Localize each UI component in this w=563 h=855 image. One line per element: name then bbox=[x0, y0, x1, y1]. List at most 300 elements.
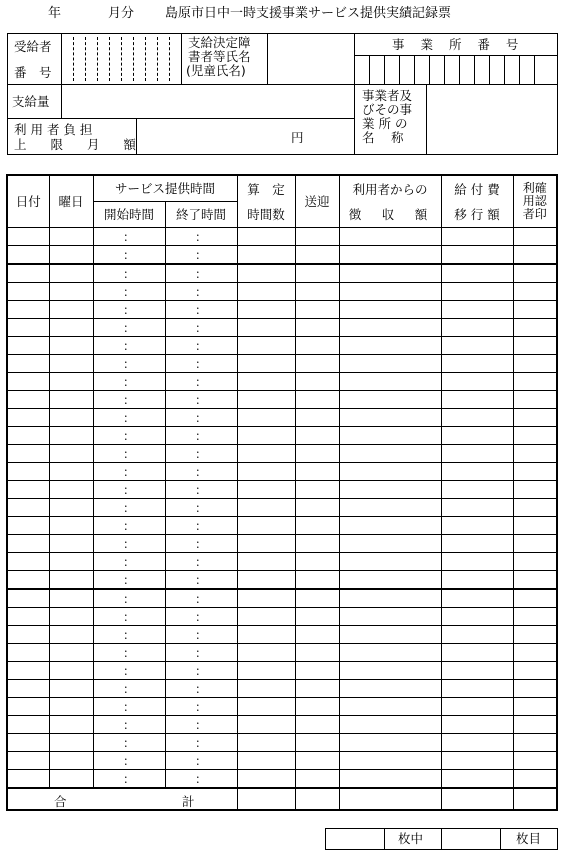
time-colon: ： bbox=[122, 229, 135, 244]
date-cell[interactable] bbox=[7, 570, 49, 589]
transport-cell[interactable] bbox=[295, 534, 339, 552]
calc-hours-cell[interactable] bbox=[237, 552, 295, 570]
end-time-cell[interactable] bbox=[165, 336, 237, 354]
transport-cell[interactable] bbox=[295, 697, 339, 715]
collection-cell[interactable] bbox=[339, 751, 441, 769]
calc-hours-cell[interactable] bbox=[237, 625, 295, 643]
calc-hours-cell[interactable] bbox=[237, 462, 295, 480]
benefit-cell[interactable] bbox=[441, 354, 513, 372]
table-row bbox=[7, 318, 557, 336]
start-time-cell[interactable] bbox=[93, 300, 165, 318]
confirm-cell[interactable] bbox=[513, 751, 557, 769]
weekday-cell[interactable] bbox=[49, 227, 93, 245]
col-end-time: 終了時間 bbox=[165, 201, 237, 227]
calc-hours-cell[interactable] bbox=[237, 444, 295, 462]
collection-cell[interactable] bbox=[339, 697, 441, 715]
end-time-cell[interactable] bbox=[165, 661, 237, 679]
calc-hours-cell[interactable] bbox=[237, 643, 295, 661]
date-cell[interactable] bbox=[7, 480, 49, 498]
start-time-cell[interactable] bbox=[93, 769, 165, 788]
benefit-cell[interactable] bbox=[441, 300, 513, 318]
end-time-cell[interactable] bbox=[165, 697, 237, 715]
date-cell[interactable] bbox=[7, 282, 49, 300]
date-cell[interactable] bbox=[7, 390, 49, 408]
weekday-cell[interactable] bbox=[49, 625, 93, 643]
calc-hours-cell[interactable] bbox=[237, 354, 295, 372]
date-cell[interactable] bbox=[7, 426, 49, 444]
start-time-cell[interactable] bbox=[93, 697, 165, 715]
date-cell[interactable] bbox=[7, 227, 49, 245]
confirm-cell[interactable] bbox=[513, 318, 557, 336]
date-cell[interactable] bbox=[7, 444, 49, 462]
date-cell[interactable] bbox=[7, 534, 49, 552]
weekday-cell[interactable] bbox=[49, 643, 93, 661]
collection-cell[interactable] bbox=[339, 462, 441, 480]
collection-cell[interactable] bbox=[339, 480, 441, 498]
transport-cell[interactable] bbox=[295, 282, 339, 300]
weekday-cell[interactable] bbox=[49, 480, 93, 498]
start-time-cell[interactable] bbox=[93, 679, 165, 697]
weekday-cell[interactable] bbox=[49, 372, 93, 390]
end-time-cell[interactable] bbox=[165, 227, 237, 245]
collection-cell[interactable] bbox=[339, 227, 441, 245]
benefit-cell[interactable] bbox=[441, 444, 513, 462]
benefit-cell[interactable] bbox=[441, 498, 513, 516]
transport-cell[interactable] bbox=[295, 751, 339, 769]
start-time-cell[interactable] bbox=[93, 372, 165, 390]
benefit-cell[interactable] bbox=[441, 733, 513, 751]
start-time-cell[interactable] bbox=[93, 282, 165, 300]
transport-cell[interactable] bbox=[295, 661, 339, 679]
collection-cell[interactable] bbox=[339, 264, 441, 283]
time-colon: ： bbox=[122, 356, 135, 371]
collection-cell[interactable] bbox=[339, 552, 441, 570]
date-cell[interactable] bbox=[7, 336, 49, 354]
transport-cell[interactable] bbox=[295, 336, 339, 354]
start-time-cell[interactable] bbox=[93, 318, 165, 336]
end-time-cell[interactable] bbox=[165, 372, 237, 390]
date-cell[interactable] bbox=[7, 589, 49, 608]
calc-hours-cell[interactable] bbox=[237, 372, 295, 390]
date-cell[interactable] bbox=[7, 318, 49, 336]
benefit-cell[interactable] bbox=[441, 552, 513, 570]
weekday-cell[interactable] bbox=[49, 462, 93, 480]
weekday-cell[interactable] bbox=[49, 570, 93, 589]
transport-cell[interactable] bbox=[295, 679, 339, 697]
end-time-cell[interactable] bbox=[165, 354, 237, 372]
benefit-cell[interactable] bbox=[441, 336, 513, 354]
end-time-cell[interactable] bbox=[165, 715, 237, 733]
weekday-cell[interactable] bbox=[49, 282, 93, 300]
end-time-cell[interactable] bbox=[165, 589, 237, 608]
total-benefit[interactable] bbox=[441, 788, 513, 810]
collection-cell[interactable] bbox=[339, 679, 441, 697]
time-colon: ： bbox=[195, 410, 208, 425]
transport-cell[interactable] bbox=[295, 570, 339, 589]
start-time-cell[interactable] bbox=[93, 498, 165, 516]
table-row bbox=[7, 733, 557, 751]
start-time-cell[interactable] bbox=[93, 607, 165, 625]
confirm-cell[interactable] bbox=[513, 264, 557, 283]
transport-cell[interactable] bbox=[295, 227, 339, 245]
collection-cell[interactable] bbox=[339, 354, 441, 372]
collection-cell[interactable] bbox=[339, 372, 441, 390]
transport-cell[interactable] bbox=[295, 498, 339, 516]
collection-cell[interactable] bbox=[339, 643, 441, 661]
confirm-cell[interactable] bbox=[513, 462, 557, 480]
confirm-cell[interactable] bbox=[513, 390, 557, 408]
start-time-cell[interactable] bbox=[93, 715, 165, 733]
transport-cell[interactable] bbox=[295, 625, 339, 643]
collection-cell[interactable] bbox=[339, 390, 441, 408]
weekday-cell[interactable] bbox=[49, 408, 93, 426]
collection-cell[interactable] bbox=[339, 408, 441, 426]
weekday-cell[interactable] bbox=[49, 534, 93, 552]
benefit-cell[interactable] bbox=[441, 751, 513, 769]
start-time-cell[interactable] bbox=[93, 751, 165, 769]
calc-hours-cell[interactable] bbox=[237, 498, 295, 516]
calc-hours-cell[interactable] bbox=[237, 589, 295, 608]
start-time-cell[interactable] bbox=[93, 264, 165, 283]
col-collection-label: 利用者からの bbox=[352, 181, 428, 197]
transport-cell[interactable] bbox=[295, 462, 339, 480]
weekday-cell[interactable] bbox=[49, 679, 93, 697]
benefit-cell[interactable] bbox=[441, 516, 513, 534]
end-time-cell[interactable] bbox=[165, 390, 237, 408]
calc-hours-cell[interactable] bbox=[237, 751, 295, 769]
start-time-cell[interactable] bbox=[93, 444, 165, 462]
end-time-cell[interactable] bbox=[165, 282, 237, 300]
transport-cell[interactable] bbox=[295, 516, 339, 534]
confirm-cell[interactable] bbox=[513, 227, 557, 245]
date-cell[interactable] bbox=[7, 245, 49, 264]
confirm-cell[interactable] bbox=[513, 643, 557, 661]
weekday-cell[interactable] bbox=[49, 336, 93, 354]
start-time-cell[interactable] bbox=[93, 643, 165, 661]
start-time-cell[interactable] bbox=[93, 336, 165, 354]
benefit-cell[interactable] bbox=[441, 480, 513, 498]
confirm-cell[interactable] bbox=[513, 570, 557, 589]
end-time-cell[interactable] bbox=[165, 516, 237, 534]
start-time-cell[interactable] bbox=[93, 408, 165, 426]
benefit-cell[interactable] bbox=[441, 390, 513, 408]
weekday-cell[interactable] bbox=[49, 444, 93, 462]
date-cell[interactable] bbox=[7, 408, 49, 426]
date-cell[interactable] bbox=[7, 354, 49, 372]
collection-cell[interactable] bbox=[339, 444, 441, 462]
benefit-cell[interactable] bbox=[441, 570, 513, 589]
benefit-cell[interactable] bbox=[441, 534, 513, 552]
start-time-cell[interactable] bbox=[93, 245, 165, 264]
start-time-cell[interactable] bbox=[93, 516, 165, 534]
transport-cell[interactable] bbox=[295, 552, 339, 570]
calc-hours-cell[interactable] bbox=[237, 408, 295, 426]
confirm-cell[interactable] bbox=[513, 300, 557, 318]
confirm-cell[interactable] bbox=[513, 733, 557, 751]
weekday-cell[interactable] bbox=[49, 589, 93, 608]
end-time-cell[interactable] bbox=[165, 426, 237, 444]
time-colon: ： bbox=[122, 302, 135, 317]
benefit-cell[interactable] bbox=[441, 589, 513, 608]
calc-hours-cell[interactable] bbox=[237, 733, 295, 751]
transport-cell[interactable] bbox=[295, 354, 339, 372]
date-cell[interactable] bbox=[7, 300, 49, 318]
total-calc-hours[interactable] bbox=[237, 788, 295, 810]
collection-cell[interactable] bbox=[339, 625, 441, 643]
collection-cell[interactable] bbox=[339, 300, 441, 318]
weekday-cell[interactable] bbox=[49, 426, 93, 444]
collection-cell[interactable] bbox=[339, 245, 441, 264]
end-time-cell[interactable] bbox=[165, 679, 237, 697]
confirm-cell[interactable] bbox=[513, 245, 557, 264]
record-rows bbox=[7, 227, 557, 788]
weekday-cell[interactable] bbox=[49, 516, 93, 534]
time-colon: ： bbox=[122, 338, 135, 353]
date-cell[interactable] bbox=[7, 679, 49, 697]
date-cell[interactable] bbox=[7, 769, 49, 788]
calc-hours-cell[interactable] bbox=[237, 426, 295, 444]
benefit-cell[interactable] bbox=[441, 264, 513, 283]
calc-hours-cell[interactable] bbox=[237, 661, 295, 679]
confirm-cell[interactable] bbox=[513, 534, 557, 552]
date-cell[interactable] bbox=[7, 516, 49, 534]
weekday-cell[interactable] bbox=[49, 697, 93, 715]
confirm-cell[interactable] bbox=[513, 444, 557, 462]
collection-cell[interactable] bbox=[339, 516, 441, 534]
confirm-cell[interactable] bbox=[513, 589, 557, 608]
total-confirm[interactable] bbox=[513, 788, 557, 810]
end-time-cell[interactable] bbox=[165, 625, 237, 643]
confirm-cell[interactable] bbox=[513, 426, 557, 444]
collection-cell[interactable] bbox=[339, 661, 441, 679]
date-cell[interactable] bbox=[7, 643, 49, 661]
calc-hours-cell[interactable] bbox=[237, 534, 295, 552]
confirm-cell[interactable] bbox=[513, 697, 557, 715]
confirm-cell[interactable] bbox=[513, 408, 557, 426]
date-cell[interactable] bbox=[7, 751, 49, 769]
start-time-cell[interactable] bbox=[93, 480, 165, 498]
transport-cell[interactable] bbox=[295, 480, 339, 498]
date-cell[interactable] bbox=[7, 552, 49, 570]
benefit-cell[interactable] bbox=[441, 282, 513, 300]
start-time-cell[interactable] bbox=[93, 390, 165, 408]
collection-cell[interactable] bbox=[339, 426, 441, 444]
end-time-cell[interactable] bbox=[165, 245, 237, 264]
collection-cell[interactable] bbox=[339, 769, 441, 788]
end-time-cell[interactable] bbox=[165, 408, 237, 426]
confirm-cell[interactable] bbox=[513, 715, 557, 733]
confirm-cell[interactable] bbox=[513, 516, 557, 534]
transport-cell[interactable] bbox=[295, 444, 339, 462]
weekday-cell[interactable] bbox=[49, 661, 93, 679]
calc-hours-cell[interactable] bbox=[237, 245, 295, 264]
transport-cell[interactable] bbox=[295, 733, 339, 751]
end-time-cell[interactable] bbox=[165, 300, 237, 318]
date-cell[interactable] bbox=[7, 697, 49, 715]
transport-cell[interactable] bbox=[295, 607, 339, 625]
weekday-cell[interactable] bbox=[49, 264, 93, 283]
weekday-cell[interactable] bbox=[49, 769, 93, 788]
start-time-cell[interactable] bbox=[93, 589, 165, 608]
calc-hours-cell[interactable] bbox=[237, 516, 295, 534]
date-cell[interactable] bbox=[7, 498, 49, 516]
calc-hours-cell[interactable] bbox=[237, 282, 295, 300]
date-cell[interactable] bbox=[7, 715, 49, 733]
benefit-cell[interactable] bbox=[441, 245, 513, 264]
transport-cell[interactable] bbox=[295, 589, 339, 608]
end-time-cell[interactable] bbox=[165, 643, 237, 661]
recipient-label: 番 号 bbox=[14, 65, 52, 80]
weekday-cell[interactable] bbox=[49, 751, 93, 769]
weekday-cell[interactable] bbox=[49, 733, 93, 751]
end-time-cell[interactable] bbox=[165, 570, 237, 589]
start-time-cell[interactable] bbox=[93, 426, 165, 444]
start-time-cell[interactable] bbox=[93, 534, 165, 552]
calc-hours-cell[interactable] bbox=[237, 227, 295, 245]
benefit-cell[interactable] bbox=[441, 372, 513, 390]
end-time-cell[interactable] bbox=[165, 534, 237, 552]
date-cell[interactable] bbox=[7, 625, 49, 643]
confirm-cell[interactable] bbox=[513, 282, 557, 300]
collection-cell[interactable] bbox=[339, 282, 441, 300]
time-colon: ： bbox=[122, 717, 135, 732]
start-time-cell[interactable] bbox=[93, 625, 165, 643]
benefit-cell[interactable] bbox=[441, 625, 513, 643]
end-time-cell[interactable] bbox=[165, 462, 237, 480]
calc-hours-cell[interactable] bbox=[237, 318, 295, 336]
transport-cell[interactable] bbox=[295, 300, 339, 318]
calc-hours-cell[interactable] bbox=[237, 570, 295, 589]
start-time-cell[interactable] bbox=[93, 462, 165, 480]
calc-hours-cell[interactable] bbox=[237, 336, 295, 354]
confirm-cell[interactable] bbox=[513, 498, 557, 516]
collection-cell[interactable] bbox=[339, 733, 441, 751]
benefit-cell[interactable] bbox=[441, 679, 513, 697]
provider-label: 事業者及 bbox=[362, 88, 413, 103]
transport-cell[interactable] bbox=[295, 643, 339, 661]
date-cell[interactable] bbox=[7, 264, 49, 283]
confirm-cell[interactable] bbox=[513, 625, 557, 643]
collection-cell[interactable] bbox=[339, 589, 441, 608]
start-time-cell[interactable] bbox=[93, 733, 165, 751]
time-colon: ： bbox=[122, 428, 135, 443]
benefit-cell[interactable] bbox=[441, 643, 513, 661]
transport-cell[interactable] bbox=[295, 318, 339, 336]
weekday-cell[interactable] bbox=[49, 354, 93, 372]
total-transport[interactable] bbox=[295, 788, 339, 810]
benefit-cell[interactable] bbox=[441, 462, 513, 480]
transport-cell[interactable] bbox=[295, 715, 339, 733]
calc-hours-cell[interactable] bbox=[237, 697, 295, 715]
benefit-cell[interactable] bbox=[441, 607, 513, 625]
date-cell[interactable] bbox=[7, 661, 49, 679]
start-time-cell[interactable] bbox=[93, 661, 165, 679]
calc-hours-cell[interactable] bbox=[237, 300, 295, 318]
collection-cell[interactable] bbox=[339, 498, 441, 516]
confirm-cell[interactable] bbox=[513, 552, 557, 570]
transport-cell[interactable] bbox=[295, 372, 339, 390]
end-time-cell[interactable] bbox=[165, 480, 237, 498]
end-time-cell[interactable] bbox=[165, 444, 237, 462]
date-cell[interactable] bbox=[7, 607, 49, 625]
collection-cell[interactable] bbox=[339, 715, 441, 733]
confirm-cell[interactable] bbox=[513, 354, 557, 372]
weekday-cell[interactable] bbox=[49, 390, 93, 408]
collection-cell[interactable] bbox=[339, 570, 441, 589]
calc-hours-cell[interactable] bbox=[237, 480, 295, 498]
end-time-cell[interactable] bbox=[165, 607, 237, 625]
end-time-cell[interactable] bbox=[165, 769, 237, 788]
end-time-cell[interactable] bbox=[165, 733, 237, 751]
weekday-cell[interactable] bbox=[49, 715, 93, 733]
benefit-cell[interactable] bbox=[441, 697, 513, 715]
confirm-cell[interactable] bbox=[513, 661, 557, 679]
end-time-cell[interactable] bbox=[165, 264, 237, 283]
benefit-cell[interactable] bbox=[441, 426, 513, 444]
date-cell[interactable] bbox=[7, 372, 49, 390]
total-collection[interactable] bbox=[339, 788, 441, 810]
calc-hours-cell[interactable] bbox=[237, 769, 295, 788]
transport-cell[interactable] bbox=[295, 245, 339, 264]
end-time-cell[interactable] bbox=[165, 498, 237, 516]
collection-cell[interactable] bbox=[339, 607, 441, 625]
date-cell[interactable] bbox=[7, 733, 49, 751]
weekday-cell[interactable] bbox=[49, 552, 93, 570]
collection-cell[interactable] bbox=[339, 336, 441, 354]
calc-hours-cell[interactable] bbox=[237, 679, 295, 697]
collection-cell[interactable] bbox=[339, 534, 441, 552]
calc-hours-cell[interactable] bbox=[237, 390, 295, 408]
weekday-cell[interactable] bbox=[49, 318, 93, 336]
calc-hours-cell[interactable] bbox=[237, 264, 295, 283]
start-time-cell[interactable] bbox=[93, 354, 165, 372]
start-time-cell[interactable] bbox=[93, 570, 165, 589]
end-time-cell[interactable] bbox=[165, 318, 237, 336]
transport-cell[interactable] bbox=[295, 264, 339, 283]
time-colon: ： bbox=[122, 663, 135, 678]
benefit-cell[interactable] bbox=[441, 227, 513, 245]
end-time-cell[interactable] bbox=[165, 751, 237, 769]
end-time-cell[interactable] bbox=[165, 552, 237, 570]
benefit-cell[interactable] bbox=[441, 661, 513, 679]
transport-cell[interactable] bbox=[295, 769, 339, 788]
table-row bbox=[7, 769, 557, 788]
weekday-cell[interactable] bbox=[49, 607, 93, 625]
weekday-cell[interactable] bbox=[49, 300, 93, 318]
weekday-cell[interactable] bbox=[49, 498, 93, 516]
benefit-cell[interactable] bbox=[441, 715, 513, 733]
confirm-cell[interactable] bbox=[513, 372, 557, 390]
confirm-cell[interactable] bbox=[513, 607, 557, 625]
confirm-cell[interactable] bbox=[513, 769, 557, 788]
calc-hours-cell[interactable] bbox=[237, 715, 295, 733]
transport-cell[interactable] bbox=[295, 390, 339, 408]
collection-cell[interactable] bbox=[339, 318, 441, 336]
start-time-cell[interactable] bbox=[93, 227, 165, 245]
transport-cell[interactable] bbox=[295, 408, 339, 426]
date-cell[interactable] bbox=[7, 462, 49, 480]
transport-cell[interactable] bbox=[295, 426, 339, 444]
benefit-cell[interactable] bbox=[441, 769, 513, 788]
confirm-cell[interactable] bbox=[513, 679, 557, 697]
benefit-cell[interactable] bbox=[441, 408, 513, 426]
calc-hours-cell[interactable] bbox=[237, 607, 295, 625]
weekday-cell[interactable] bbox=[49, 245, 93, 264]
benefit-cell[interactable] bbox=[441, 318, 513, 336]
start-time-cell[interactable] bbox=[93, 552, 165, 570]
confirm-cell[interactable] bbox=[513, 336, 557, 354]
confirm-cell[interactable] bbox=[513, 480, 557, 498]
